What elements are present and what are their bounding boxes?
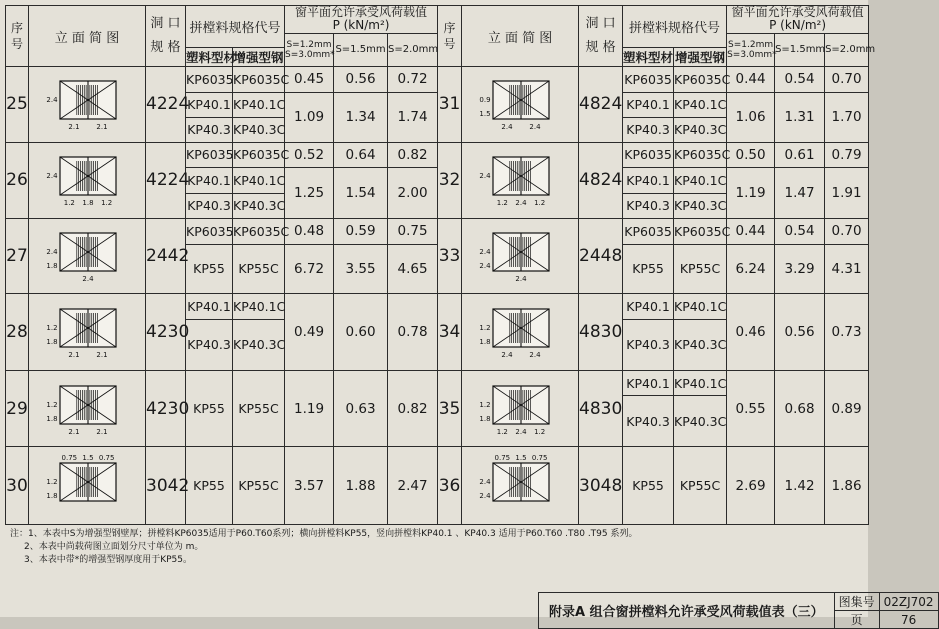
right-steel-header: 增强型钢: [674, 47, 727, 66]
left-dim-side-26: 2.4: [46, 172, 58, 181]
left-plastic-profile: KP6035: [186, 142, 233, 167]
left-elevation-diagram-29: [32, 376, 142, 442]
left-load-value-s15: 0.59: [334, 219, 388, 244]
right-dim-bottom-31-0: 2.4: [501, 123, 513, 132]
right-seq-header: 序号: [438, 6, 462, 67]
notes: [10, 528, 638, 567]
wind-load-table: [5, 5, 876, 525]
left-elevation-cell: [29, 142, 146, 218]
right-dim-side-33: 2.4: [479, 248, 491, 257]
left-opening-code: 4230: [146, 294, 186, 370]
right-opening-code: 4824: [579, 142, 623, 218]
left-elevation-cell: [29, 370, 146, 446]
right-plastic-profile: KP40.3: [623, 193, 674, 218]
left-s12-a: S=1.2mm: [286, 39, 332, 50]
left-load-value-s15: 0.56: [334, 67, 388, 92]
right-dim-side2-36: 2.4: [479, 491, 491, 500]
right-dim-bottom-34-1: 2.4: [529, 351, 541, 360]
right-s20-header: S=2.0mm: [825, 33, 869, 67]
right-plastic-profile: KP55: [623, 447, 674, 525]
left-dim-side-28: 1.2: [46, 324, 58, 333]
left-steel-profile: KP40.1C: [233, 168, 285, 193]
right-load-value-s20: 0.70: [825, 219, 869, 244]
right-dim-side2-34: 1.8: [479, 338, 491, 347]
left-steel-profile: KP55C: [233, 370, 285, 446]
right-load-value-s12: 1.06: [727, 92, 775, 142]
left-opening-code: 2442: [146, 219, 186, 294]
left-plastic-profile: KP40.3: [186, 118, 233, 142]
left-plastic-profile: KP6035: [186, 67, 233, 92]
right-dim-bottom-35-1: 2.4: [515, 427, 527, 436]
left-steel-profile: KP40.3C: [233, 193, 285, 218]
left-elevation-header: 立 面 简 图: [29, 6, 146, 67]
left-plastic-header: 塑料型材: [186, 47, 233, 66]
right-dim-bottom-35-2: 1.2: [534, 427, 546, 436]
left-dim-bottom-29-0: 2.1: [68, 427, 80, 436]
right-opening-label: 洞 口: [585, 16, 616, 32]
left-elevation-diagram-28: [32, 299, 142, 365]
right-s12-header: [727, 33, 775, 67]
left-dim-top-30-2: 0.75: [98, 453, 115, 462]
left-load-value-s12: 6.72: [285, 244, 334, 294]
left-steel-profile: KP6035C: [233, 142, 285, 167]
right-steel-profile: KP40.1C: [674, 92, 727, 117]
left-elevation-cell: [29, 67, 146, 142]
right-row-number: 34: [438, 294, 462, 370]
left-steel-profile: KP40.1C: [233, 92, 285, 117]
right-s12-a: S=1.2mm: [728, 39, 774, 50]
right-elevation-diagram-32: [465, 147, 575, 213]
left-plastic-profile: KP40.1: [186, 92, 233, 117]
right-row-number: 31: [438, 67, 462, 142]
right-plastic-profile: KP40.3: [623, 396, 674, 447]
right-plastic-profile: KP40.1: [623, 294, 674, 319]
right-plastic-profile: KP6035: [623, 67, 674, 92]
right-steel-profile: KP40.3C: [674, 396, 727, 447]
right-opening-code: 4824: [579, 67, 623, 142]
left-row-number: 26: [6, 142, 29, 218]
atlas-number: 02ZJ702: [879, 593, 938, 611]
left-dim-bottom-28-1: 2.1: [96, 351, 108, 360]
left-load-value-s20: 2.00: [388, 168, 438, 219]
right-elevation-cell: [462, 370, 579, 446]
right-elevation-cell: [462, 447, 579, 525]
left-load-value-s20: 0.72: [388, 67, 438, 92]
left-dim-side2-27: 1.8: [46, 262, 58, 271]
left-steel-profile: KP40.3C: [233, 319, 285, 370]
left-load-value-s20: 2.47: [388, 447, 438, 525]
right-elevation-cell: [462, 67, 579, 142]
left-elevation-diagram-25: [32, 71, 142, 137]
right-load-value-s20: 4.31: [825, 244, 869, 294]
right-steel-profile: KP40.3C: [674, 193, 727, 218]
left-elevation-diagram-30: [32, 453, 142, 519]
left-steel-profile: KP55C: [233, 447, 285, 525]
left-seq-header: 序号: [6, 6, 29, 67]
right-plastic-header: 塑料型材: [623, 47, 674, 66]
right-steel-profile: KP40.1C: [674, 370, 727, 395]
right-plastic-profile: KP40.3: [623, 319, 674, 370]
left-plastic-profile: KP6035: [186, 219, 233, 244]
right-dim-top-36-1: 1.5: [515, 453, 527, 462]
left-steel-header: 增强型钢: [233, 47, 285, 66]
left-dim-side-30: 1.2: [46, 477, 58, 486]
right-load-value-s15: 0.54: [775, 219, 825, 244]
left-load-value-s12: 1.25: [285, 168, 334, 219]
right-opening-code: 4830: [579, 294, 623, 370]
right-dim-top-36-0: 0.75: [494, 453, 511, 462]
left-row-number: 28: [6, 294, 29, 370]
right-steel-profile: KP6035C: [674, 67, 727, 92]
drawing-title: 附录A 组合窗拼樘料允许承受风荷载值表（三）: [539, 593, 835, 629]
left-load-value-s20: 4.65: [388, 244, 438, 294]
right-elevation-diagram-36: [465, 453, 575, 519]
right-s12-b: S=3.0mm*: [727, 49, 777, 60]
right-load-value-s15: 0.54: [775, 67, 825, 92]
left-dim-side2-28: 1.8: [46, 338, 58, 347]
right-size-label: 规 格: [585, 40, 616, 56]
right-load-value-s15: 1.42: [775, 447, 825, 525]
left-dim-bottom-26-1: 1.8: [82, 199, 94, 208]
left-load-header: [285, 6, 438, 34]
right-load-value-s20: 0.73: [825, 294, 869, 370]
left-load-value-s12: 0.52: [285, 142, 334, 167]
left-opening-code: 3042: [146, 447, 186, 525]
right-elevation-cell: [462, 294, 579, 370]
left-load-value-s15: 3.55: [334, 244, 388, 294]
left-plastic-profile: KP55: [186, 447, 233, 525]
left-load-value-s15: 1.54: [334, 168, 388, 219]
left-plastic-profile: KP40.3: [186, 319, 233, 370]
left-dim-bottom-26-0: 1.2: [63, 199, 75, 208]
left-row-number: 25: [6, 67, 29, 142]
right-elevation-diagram-33: [465, 223, 575, 289]
left-load-value-s15: 0.64: [334, 142, 388, 167]
left-opening-label: 洞 口: [150, 16, 181, 32]
left-dim-side2-29: 1.8: [46, 414, 58, 423]
right-steel-profile: KP55C: [674, 447, 727, 525]
right-dim-side-34: 1.2: [479, 324, 491, 333]
left-s12-b: S=3.0mm*: [285, 49, 335, 60]
left-dim-bottom-26-2: 1.2: [101, 199, 113, 208]
right-steel-profile: KP40.1C: [674, 294, 727, 319]
right-dim-bottom-32-2: 1.2: [534, 199, 546, 208]
atlas-label: 图集号: [834, 593, 879, 611]
left-plastic-profile: KP40.3: [186, 193, 233, 218]
left-steel-profile: KP6035C: [233, 219, 285, 244]
left-load-value-s15: 0.63: [334, 370, 388, 446]
left-load-value-s15: 1.34: [334, 92, 388, 142]
right-load-value-s15: 0.56: [775, 294, 825, 370]
left-opening-code: 4224: [146, 67, 186, 142]
right-load-value-s12: 6.24: [727, 244, 775, 294]
right-plastic-profile: KP6035: [623, 142, 674, 167]
right-elevation-cell: [462, 142, 579, 218]
left-dim-bottom-25-0: 2.1: [68, 123, 80, 132]
left-load-value-s15: 1.88: [334, 447, 388, 525]
right-steel-profile: KP40.1C: [674, 168, 727, 193]
right-load-value-s12: 2.69: [727, 447, 775, 525]
right-s15-header: S=1.5mm: [775, 33, 825, 67]
left-elevation-diagram-27: [32, 223, 142, 289]
right-dim-bottom-34-0: 2.4: [501, 351, 513, 360]
right-load-title: 窗平面允许承受风荷载值: [731, 5, 864, 20]
right-row-number: 33: [438, 219, 462, 294]
left-load-value-s12: 0.45: [285, 67, 334, 92]
right-load-value-s12: 1.19: [727, 168, 775, 219]
right-steel-profile: KP55C: [674, 244, 727, 294]
right-elevation-diagram-34: [465, 299, 575, 365]
left-elevation-cell: [29, 447, 146, 525]
right-dim-bottom-32-1: 2.4: [515, 199, 527, 208]
right-plastic-profile: KP40.3: [623, 118, 674, 142]
right-load-value-s15: 0.61: [775, 142, 825, 167]
left-dim-side2-30: 1.8: [46, 491, 58, 500]
right-load-value-s20: 1.86: [825, 447, 869, 525]
right-load-value-s20: 0.79: [825, 142, 869, 167]
right-load-value-s15: 0.68: [775, 370, 825, 446]
left-dim-top-30-0: 0.75: [61, 453, 78, 462]
right-load-value-s12: 0.44: [727, 219, 775, 244]
left-spec-code-header: 拼樘料规格代号: [186, 6, 285, 48]
left-plastic-profile: KP55: [186, 370, 233, 446]
right-spec-code-header: 拼樘料规格代号: [623, 6, 727, 48]
left-elevation-cell: [29, 294, 146, 370]
left-load-value-s12: 1.09: [285, 92, 334, 142]
left-dim-bottom-27-0: 2.4: [82, 275, 94, 284]
left-load-value-s12: 0.49: [285, 294, 334, 370]
right-dim-bottom-31-1: 2.4: [529, 123, 541, 132]
right-opening-code: 3048: [579, 447, 623, 525]
left-plastic-profile: KP55: [186, 244, 233, 294]
right-load-value-s20: 0.89: [825, 370, 869, 446]
right-opening-code: 4830: [579, 370, 623, 446]
right-load-value-s20: 1.91: [825, 168, 869, 219]
right-dim-side2-35: 1.8: [479, 414, 491, 423]
right-dim-side-31: 0.9: [479, 96, 491, 105]
right-plastic-profile: KP40.1: [623, 168, 674, 193]
left-load-value-s20: 0.82: [388, 370, 438, 446]
right-load-value-s12: 0.55: [727, 370, 775, 446]
left-size-label: 规 格: [150, 40, 181, 56]
right-row-number: 32: [438, 142, 462, 218]
left-plastic-profile: KP40.1: [186, 294, 233, 319]
right-load-value-s15: 3.29: [775, 244, 825, 294]
left-load-value-s12: 3.57: [285, 447, 334, 525]
page-label: 页: [834, 611, 879, 629]
right-dim-bottom-33-0: 2.4: [515, 275, 527, 284]
right-load-value-s15: 1.31: [775, 92, 825, 142]
note-1: 注：1、本表中S为增强型钢壁厚；拼樘料KP6035适用于P60.T60系列；横向拼樘料KP55，竖向拼樘料KP40.1 、KP40.3 适用于P60.T60 .T80 .T95 系列。: [10, 529, 638, 539]
left-dim-bottom-25-1: 2.1: [96, 123, 108, 132]
left-elevation-cell: [29, 219, 146, 294]
right-load-value-s12: 0.46: [727, 294, 775, 370]
right-load-unit: P (kN/m²): [769, 18, 827, 33]
right-steel-profile: KP6035C: [674, 219, 727, 244]
right-dim-side2-31: 1.5: [479, 110, 491, 119]
note-2: 2、本表中尚载荷图立面划分尺寸单位为 m。: [24, 542, 204, 552]
left-steel-profile: KP6035C: [233, 67, 285, 92]
right-opening-header: [579, 6, 623, 67]
left-load-value-s15: 0.60: [334, 294, 388, 370]
left-load-value-s20: 0.75: [388, 219, 438, 244]
left-steel-profile: KP55C: [233, 244, 285, 294]
right-plastic-profile: KP40.1: [623, 92, 674, 117]
page-number: 76: [879, 611, 938, 629]
left-row-number: 29: [6, 370, 29, 446]
left-load-value-s20: 0.82: [388, 142, 438, 167]
right-plastic-profile: KP40.1: [623, 370, 674, 395]
right-row-number: 36: [438, 447, 462, 525]
left-opening-code: 4230: [146, 370, 186, 446]
right-load-value-s15: 1.47: [775, 168, 825, 219]
title-block: [538, 592, 939, 629]
left-dim-bottom-29-1: 2.1: [96, 427, 108, 436]
right-dim-bottom-35-0: 1.2: [496, 427, 508, 436]
left-dim-top-30-1: 1.5: [82, 453, 94, 462]
right-load-value-s20: 1.70: [825, 92, 869, 142]
left-s20-header: S=2.0mm: [388, 33, 438, 67]
right-steel-profile: KP6035C: [674, 142, 727, 167]
right-dim-side-35: 1.2: [479, 400, 491, 409]
right-plastic-profile: KP55: [623, 244, 674, 294]
right-dim-side-36: 2.4: [479, 477, 491, 486]
note-3: 3、本表中带*的增强型钢厚度用于KP55。: [24, 555, 193, 565]
right-dim-bottom-32-0: 1.2: [496, 199, 508, 208]
right-load-value-s20: 0.70: [825, 67, 869, 92]
left-opening-code: 4224: [146, 142, 186, 218]
left-opening-header: [146, 6, 186, 67]
right-load-header: [727, 6, 869, 34]
left-dim-bottom-28-0: 2.1: [68, 351, 80, 360]
left-load-unit: P (kN/m²): [332, 18, 390, 33]
left-row-number: 27: [6, 219, 29, 294]
right-elevation-cell: [462, 219, 579, 294]
right-plastic-profile: KP6035: [623, 219, 674, 244]
right-steel-profile: KP40.3C: [674, 118, 727, 142]
right-dim-side2-33: 2.4: [479, 262, 491, 271]
left-steel-profile: KP40.1C: [233, 294, 285, 319]
left-s15-header: S=1.5mm: [334, 33, 388, 67]
left-load-value-s20: 0.78: [388, 294, 438, 370]
right-dim-side-32: 2.4: [479, 172, 491, 181]
left-elevation-diagram-26: [32, 147, 142, 213]
left-row-number: 30: [6, 447, 29, 525]
right-elevation-diagram-35: [465, 376, 575, 442]
right-steel-profile: KP40.3C: [674, 319, 727, 370]
left-s12-header: [285, 33, 334, 67]
right-load-value-s12: 0.44: [727, 67, 775, 92]
left-load-value-s12: 0.48: [285, 219, 334, 244]
left-dim-side-25: 2.4: [46, 96, 58, 105]
left-load-title: 窗平面允许承受风荷载值: [295, 5, 428, 20]
right-load-value-s12: 0.50: [727, 142, 775, 167]
left-load-value-s20: 1.74: [388, 92, 438, 142]
left-load-value-s12: 1.19: [285, 370, 334, 446]
right-row-number: 35: [438, 370, 462, 446]
left-plastic-profile: KP40.1: [186, 168, 233, 193]
right-opening-code: 2448: [579, 219, 623, 294]
right-dim-top-36-2: 0.75: [531, 453, 548, 462]
right-elevation-diagram-31: [465, 71, 575, 137]
left-dim-side-27: 2.4: [46, 248, 58, 257]
left-dim-side-29: 1.2: [46, 400, 58, 409]
left-steel-profile: KP40.3C: [233, 118, 285, 142]
right-elevation-header: 立 面 简 图: [462, 6, 579, 67]
